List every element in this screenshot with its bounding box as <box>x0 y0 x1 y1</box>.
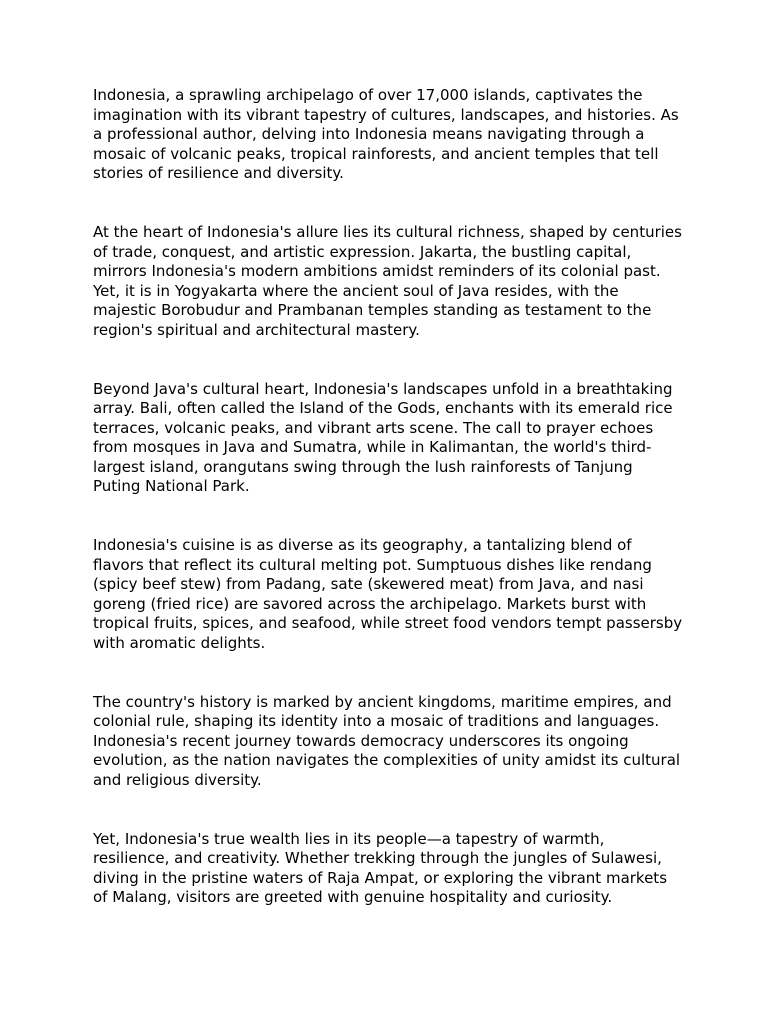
paragraph-cuisine: Indonesia's cuisine is as diverse as its geography, a tantalizing blend of flavors that reflect its cultural melting pot. Sumptuous dishes like rendang (spicy beef stew) from Padang, sate (skewered meat) from Java, and nasi goreng (fried rice) are savored across the archipelago. Markets burst with tropical fruits, spices, and seafood, while street food vendors tempt passersby with aromatic delights. <box>93 536 683 652</box>
paragraph-landscapes: Beyond Java's cultural heart, Indonesia's landscapes unfold in a breathtaking array. Bali, often called the Island of the Gods, enchants with its emerald rice terraces, volcanic peaks, and vibrant arts scene. The call to prayer echoes from mosques in Java and Sumatra, while in Kalimantan, the world's third-largest island, orangutans swing through the lush rainforests of Tanjung Puting National Park. <box>93 379 673 495</box>
paragraph-history: The country's history is marked by ancient kingdoms, maritime empires, and colonial rule, shaping its identity into a mosaic of traditions and languages. Indonesia's recent journey towards democracy underscores its ongoing evolution, as the nation navigates the complexities of unity amidst its cultural and religious diversity. <box>93 692 681 789</box>
paragraph-culture: At the heart of Indonesia's allure lies its cultural richness, shaped by centuries of trade, conquest, and artistic expression. Jakarta, the bustling capital, mirrors Indonesia's modern ambitions amidst reminders of its colonial past. Yet, it is in Yogyakarta where the ancient soul of Java resides, with the majestic Borobudur and Prambanan temples standing as testament to the region's spiritual and architectural mastery. <box>93 223 682 339</box>
paragraph-intro: Indonesia, a sprawling archipelago of over 17,000 islands, captivates the imagination with its vibrant tapestry of cultures, landscapes, and histories. As a professional author, delving into Indonesia means navigating through a mosaic of volcanic peaks, tropical rainforests, and ancient temples that tell stories of resilience and diversity. <box>93 86 679 182</box>
document-body <box>93 86 683 908</box>
paragraph-people: Yet, Indonesia's true wealth lies in its people—a tapestry of warmth, resilience, and creativity. Whether trekking through the jungles of Sulawesi, diving in the pristine waters of Raja Ampat, or exploring the vibrant markets of Malang, visitors are greeted with genuine hospitality and curiosity. <box>93 829 668 906</box>
